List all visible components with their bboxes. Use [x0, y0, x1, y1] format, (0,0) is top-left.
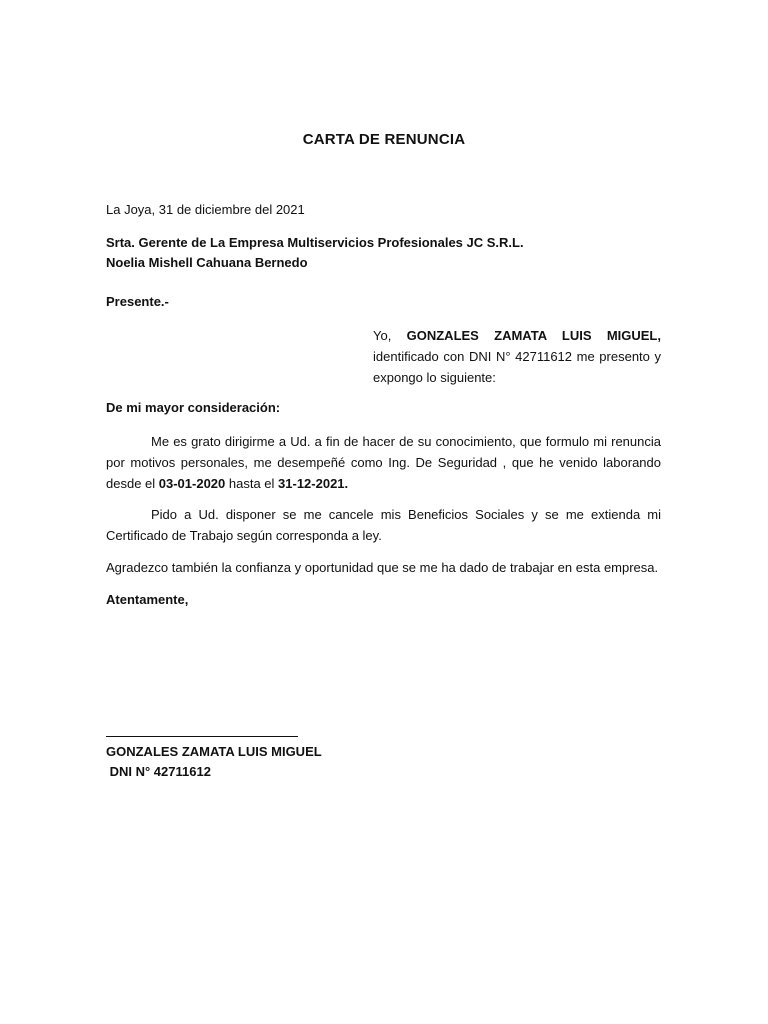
paragraph-1-middle: hasta el: [225, 476, 279, 491]
end-date: 31-12-2021.: [278, 476, 349, 491]
paragraph-2: Pido a Ud. disponer se me cancele mis Beneficios Sociales y se me extienda mi Certificado de Trabajo según corresponda a ley.: [106, 507, 661, 543]
letter-title: CARTA DE RENUNCIA: [302, 131, 466, 148]
salutation: De mi mayor consideración:: [106, 400, 281, 415]
paragraph-1-text: Me es grato dirigirme a Ud. a fin de hacer de su conocimiento, que formulo mi renuncia por motivos personales, me desempeñé como Ing. De Seguridad , que he venido laborando desde el: [106, 434, 661, 491]
signature-name: GONZALES ZAMATA LUIS MIGUEL: [106, 744, 322, 759]
date-line: La Joya, 31 de diciembre del 2021: [106, 202, 305, 217]
signature-dni: DNI N° 42711612: [106, 764, 211, 779]
intro-prefix: Yo,: [373, 328, 407, 343]
signature-line: [106, 736, 298, 737]
paragraph-3: Agradezco también la confianza y oportunidad que se me ha dado de trabajar en esta empresa.: [106, 560, 659, 575]
start-date: 03-01-2020: [158, 476, 226, 491]
intro-paragraph: [373, 325, 661, 388]
intro-name: GONZALES ZAMATA LUIS MIGUEL,: [406, 328, 661, 343]
intro-suffix: identificado con DNI N° 42711612 me presento y expongo lo siguiente:: [373, 349, 661, 385]
recipient-line-1: Srta. Gerente de La Empresa Multiservicios Profesionales JC S.R.L.: [106, 235, 524, 250]
paragraph-1: [106, 431, 661, 494]
recipient-line-2: Noelia Mishell Cahuana Bernedo: [106, 255, 308, 270]
presente-line: Presente.-: [106, 294, 169, 309]
closing: Atentamente,: [106, 592, 189, 607]
